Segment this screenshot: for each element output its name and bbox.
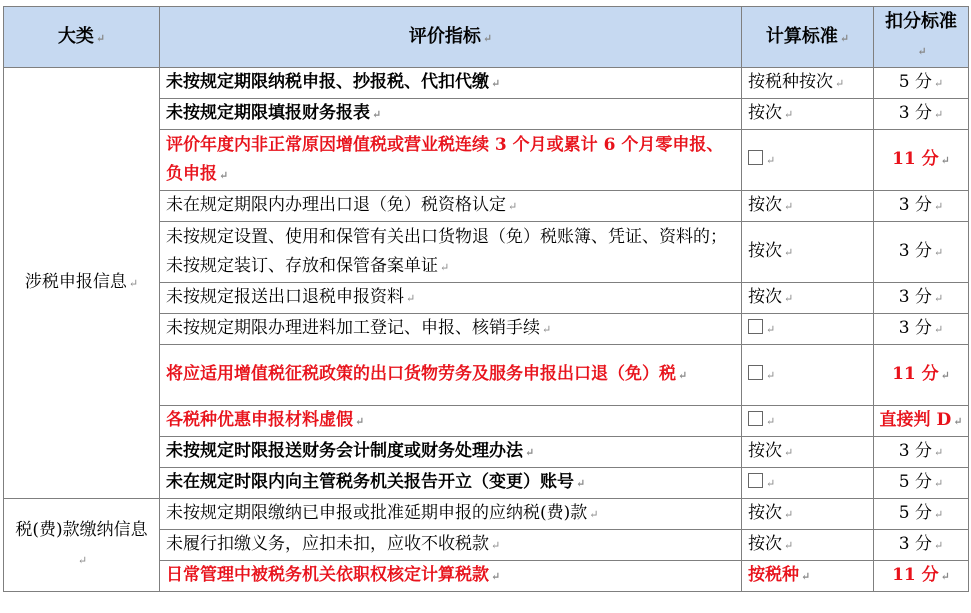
category-tax-payment: 税(费)款缴纳信息↵: [4, 499, 160, 592]
table-row: [4, 68, 969, 99]
header-deduction: 扣分标准↵: [874, 7, 969, 68]
deduction-cell: 11 分 ↵: [874, 561, 969, 592]
deduction-cell: 5 分 ↵: [874, 499, 969, 530]
category-tax-declaration: 涉税申报信息 ↵: [4, 68, 160, 499]
standard-cell: 按税种 ↵: [742, 561, 874, 592]
header-indicator: 评价指标 ↵: [160, 7, 742, 68]
indicator-cell: 评价年度内非正常原因增值税或营业税连续 3 个月或累计 6 个月零申报、负申报 ↵: [160, 130, 742, 191]
standard-cell: 按次 ↵: [742, 437, 874, 468]
evaluation-table: [3, 6, 969, 592]
indicator-cell: 日常管理中被税务机关依职权核定计算税款 ↵: [160, 561, 742, 592]
checkbox-icon: [748, 473, 763, 488]
standard-cell: 按税种按次 ↵: [742, 68, 874, 99]
indicator-cell: 未履行扣缴义务，应扣未扣，应收不收税款 ↵: [160, 530, 742, 561]
checkbox-icon: [748, 411, 763, 426]
standard-cell: ↵: [742, 130, 874, 191]
deduction-cell: 5 分 ↵: [874, 68, 969, 99]
checkbox-icon: [748, 365, 763, 380]
indicator-cell: 未按规定设置、使用和保管有关出口货物退（免）税账簿、凭证、资料的；未按规定装订、存放和保管备案单证 ↵: [160, 222, 742, 283]
indicator-cell: 未按规定期限办理进料加工登记、申报、核销手续 ↵: [160, 314, 742, 345]
deduction-cell: 3 分 ↵: [874, 314, 969, 345]
indicator-cell: 各税种优惠申报材料虚假 ↵: [160, 406, 742, 437]
standard-cell: 按次 ↵: [742, 222, 874, 283]
deduction-cell: 直接判 D ↵: [874, 406, 969, 437]
indicator-cell: 未按规定期限填报财务报表 ↵: [160, 99, 742, 130]
standard-cell: ↵: [742, 345, 874, 406]
indicator-cell: 将应适用增值税征税政策的出口货物劳务及服务申报出口退（免）税 ↵: [160, 345, 742, 406]
header-row: [4, 7, 969, 68]
indicator-cell: 未按规定期限纳税申报、抄报税、代扣代缴 ↵: [160, 68, 742, 99]
header-category: 大类 ↵: [4, 7, 160, 68]
indicator-cell: 未按规定报送出口退税申报资料 ↵: [160, 283, 742, 314]
indicator-cell: 未按规定期限缴纳已申报或批准延期申报的应纳税(费)款 ↵: [160, 499, 742, 530]
checkbox-icon: [748, 319, 763, 334]
standard-cell: 按次 ↵: [742, 530, 874, 561]
standard-cell: 按次 ↵: [742, 283, 874, 314]
standard-cell: 按次 ↵: [742, 99, 874, 130]
table-row: [4, 499, 969, 530]
standard-cell: ↵: [742, 314, 874, 345]
indicator-cell: 未在规定时限内向主管税务机关报告开立（变更）账号 ↵: [160, 468, 742, 499]
standard-cell: ↵: [742, 406, 874, 437]
standard-cell: 按次 ↵: [742, 191, 874, 222]
deduction-cell: 3 分 ↵: [874, 222, 969, 283]
deduction-cell: 11 分 ↵: [874, 130, 969, 191]
checkbox-icon: [748, 150, 763, 165]
deduction-cell: 5 分 ↵: [874, 468, 969, 499]
indicator-cell: 未在规定期限内办理出口退（免）税资格认定 ↵: [160, 191, 742, 222]
standard-cell: 按次 ↵: [742, 499, 874, 530]
deduction-cell: 3 分 ↵: [874, 191, 969, 222]
header-standard: 计算标准 ↵: [742, 7, 874, 68]
indicator-cell: 未按规定时限报送财务会计制度或财务处理办法 ↵: [160, 437, 742, 468]
deduction-cell: 3 分 ↵: [874, 530, 969, 561]
standard-cell: ↵: [742, 468, 874, 499]
deduction-cell: 3 分 ↵: [874, 437, 969, 468]
deduction-cell: 3 分 ↵: [874, 283, 969, 314]
deduction-cell: 3 分 ↵: [874, 99, 969, 130]
deduction-cell: 11 分 ↵: [874, 345, 969, 406]
